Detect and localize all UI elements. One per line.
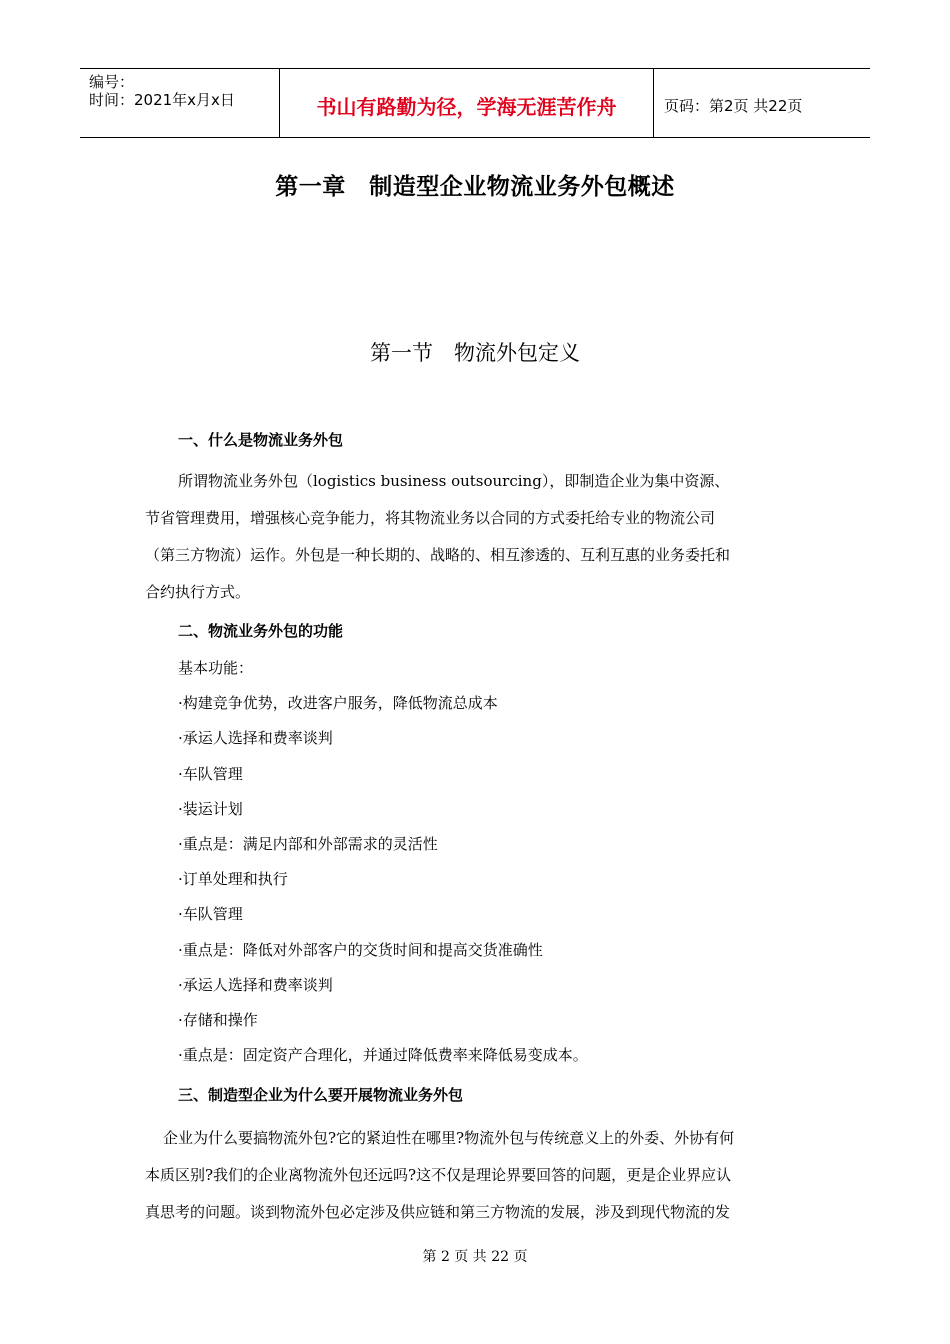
list-item: ·车队管理 [178, 764, 243, 783]
header-page-info: 页码：第2页 共22页 [664, 96, 803, 115]
header-motto: 书山有路勤为径，学海无涯苦作舟 [280, 69, 654, 137]
paragraph-definition [145, 463, 815, 611]
list-item: ·订单处理和执行 [178, 870, 288, 889]
list-item: ·车队管理 [178, 905, 243, 924]
page-footer: 第 2 页 共 22 页 [422, 1249, 528, 1265]
paragraph-line: 节省管理费用，增强核心竞争能力，将其物流业务以合同的方式委托给专业的物流公司 [145, 509, 716, 527]
paragraph-why-outsource [145, 1120, 815, 1231]
document-number-label: 编号： [89, 73, 135, 91]
section-title: 第一节 物流外包定义 [370, 341, 580, 365]
paragraph-line: 本质区别?我们的企业离物流外包还远吗?这不仅是理论界要回答的问题，更是企业界应认 [145, 1166, 732, 1184]
page-header-table [80, 68, 870, 138]
paragraph-line: 真思考的问题。谈到物流外包必定涉及供应链和第三方物流的发展，涉及到现代物流的发 [145, 1203, 731, 1221]
list-item: ·承运人选择和费率谈判 [178, 975, 333, 994]
chapter-title: 第一章 制造型企业物流业务外包概述 [275, 174, 675, 200]
paragraph-line: 合约执行方式。 [145, 583, 251, 601]
paragraph-line: 企业为什么要搞物流外包?它的紧迫性在哪里?物流外包与传统意义上的外委、外协有何 [163, 1129, 735, 1147]
heading-what-is-outsourcing: 一、什么是物流业务外包 [178, 431, 344, 449]
list-item: 基本功能： [178, 659, 254, 677]
function-list [178, 651, 588, 1073]
header-meta-cell [80, 69, 280, 137]
paragraph-line: （第三方物流）运作。外包是一种长期的、战略的、相互渗透的、互利互惠的业务委托和 [145, 546, 731, 564]
list-item: ·存储和操作 [178, 1011, 258, 1030]
list-item: ·重点是：固定资产合理化，并通过降低费率来降低易变成本。 [178, 1046, 588, 1065]
list-item: ·重点是：满足内部和外部需求的灵活性 [178, 835, 438, 854]
list-item: ·构建竞争优势，改进客户服务，降低物流总成本 [178, 694, 498, 713]
paragraph-line: 所谓物流业务外包（logistics business outsourcing），即制造企业为集中资源、 [178, 472, 730, 490]
heading-outsourcing-functions: 二、物流业务外包的功能 [178, 622, 344, 640]
list-item: ·装运计划 [178, 799, 243, 818]
list-item: ·承运人选择和费率谈判 [178, 729, 333, 748]
list-item: ·重点是：降低对外部客户的交货时间和提高交货准确性 [178, 940, 543, 959]
heading-why-outsource: 三、制造型企业为什么要开展物流业务外包 [178, 1086, 464, 1104]
document-time-label: 时间：2021年x月x日 [89, 91, 235, 109]
